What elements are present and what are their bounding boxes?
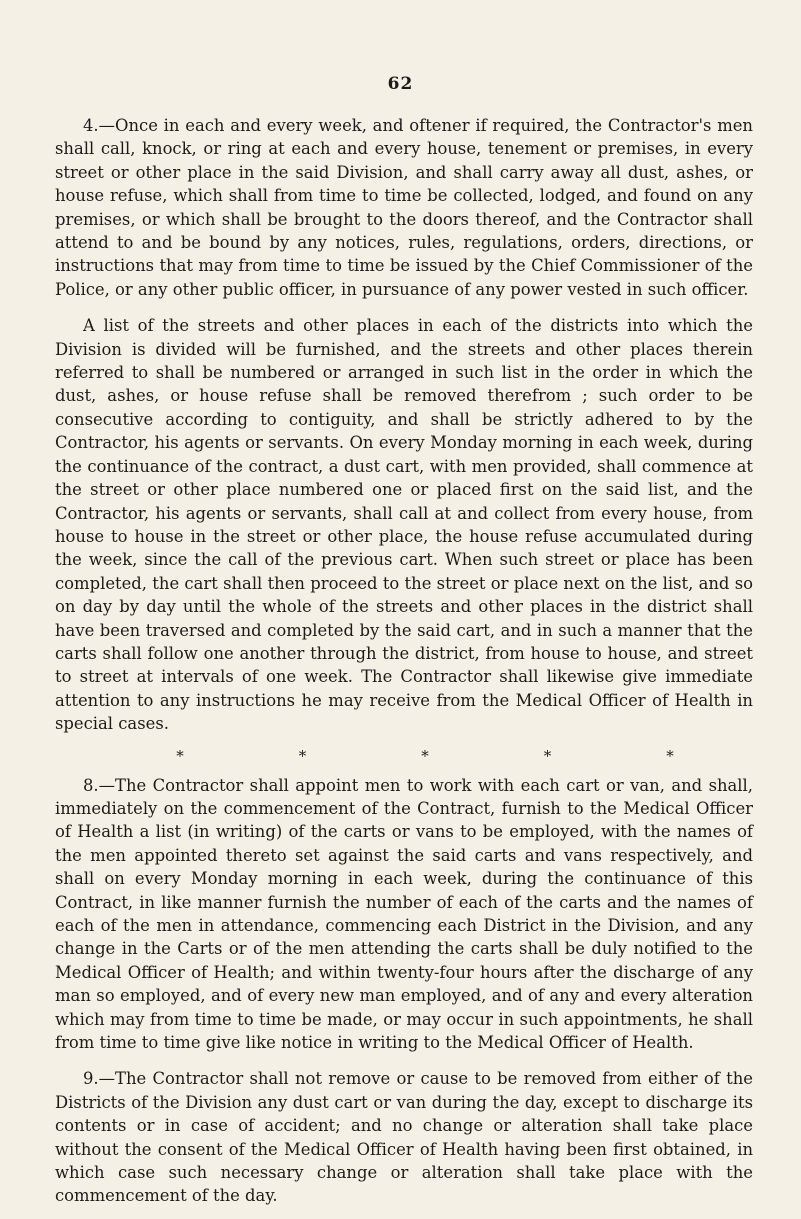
separator-star: *: [421, 746, 429, 765]
section-separator: [175, 746, 675, 766]
paragraph-clause-4: 4.—Once in each and every week, and oftener if required, the Contractor's men shall call, knock, or ring at each and every house, tenement or premises, in every street or other place in the said Division, and shall carry away all dust, ashes, or house refuse, which shall from time to time be collected, lodged, and found on any premises, or which shall be brought to the doors thereof, and the Contractor shall attend to and be bound by any notices, rules, regulations, orders, directions, or instructions that may from time to time be issued by the Chief Commissioner of the Police, or any other public officer, in pursuance of any power vested in such officer.: [55, 116, 753, 299]
separator-star: *: [176, 746, 184, 765]
page-number: 62: [387, 74, 414, 94]
separator-star: *: [298, 746, 307, 765]
paragraph-street-list: A list of the streets and other places in each of the districts into which the Division is divided will be furnished, and the streets and other places therein referred to shall be numbered or arranged in such list in the order in which the dust, ashes, or house refuse shall be removed therefrom ; such order to be consecutive according to contiguity, and shall be strictly adhered to by the Contractor, his agents or servants. On every Monday morning in each week, during the continuance of the contract, a dust cart, with men provided, shall commence at the street or other place numbered one or placed first on the said list, and the Contractor, his agents or servants, shall call at and collect from every house, from house to house in the street or other place, the house refuse accumulated during the week, since the call of the previous cart. When such street or place has been completed, the cart shall then proceed to the street or place next on the list, and so on day by day until the whole of the streets and other places in the district shall have been traversed and completed by the said cart, and in such a manner that the carts shall follow one another through the district, from house to house, and street to street at intervals of one week. The Contractor shall likewise give immediate attention to any instructions he may receive from the Medical Officer of Health in special cases.: [55, 316, 753, 734]
body-text: [55, 114, 753, 1208]
separator-star: *: [666, 746, 674, 765]
paragraph-clause-9: 9.—The Contractor shall not remove or cause to be removed from either of the Districts of the Division any dust cart or van during the day, except to discharge its contents or in case of accident; and no change or alteration shall take place without the consent of the Medical Officer of Health having been first obtained, in which case such necessary change or alteration shall take place with the commencement of the day.: [55, 1069, 753, 1206]
paragraph-clause-8: 8.—The Contractor shall appoint men to work with each cart or van, and shall, immediately on the commencement of the Contract, furnish to the Medical Officer of Health a list (in writing) of the carts or vans to be employed, with the names of the men appointed thereto set against the said carts and vans respectively, and shall on every Monday morning in each week, during the continuance of this Contract, in like manner furnish the number of each of the carts and the names of each of the men in attendance, commencing each District in the Division, and any change in the Carts or of the men attending the carts shall be duly notified to the Medical Officer of Health; and within twenty-four hours after the discharge of any man so employed, and of every new man employed, and of any and every alteration which may from time to time be made, or may occur in such appointments, he shall from time to time give like notice in writing to the Medical Officer of Health.: [55, 775, 753, 1053]
separator-star: *: [543, 746, 552, 765]
